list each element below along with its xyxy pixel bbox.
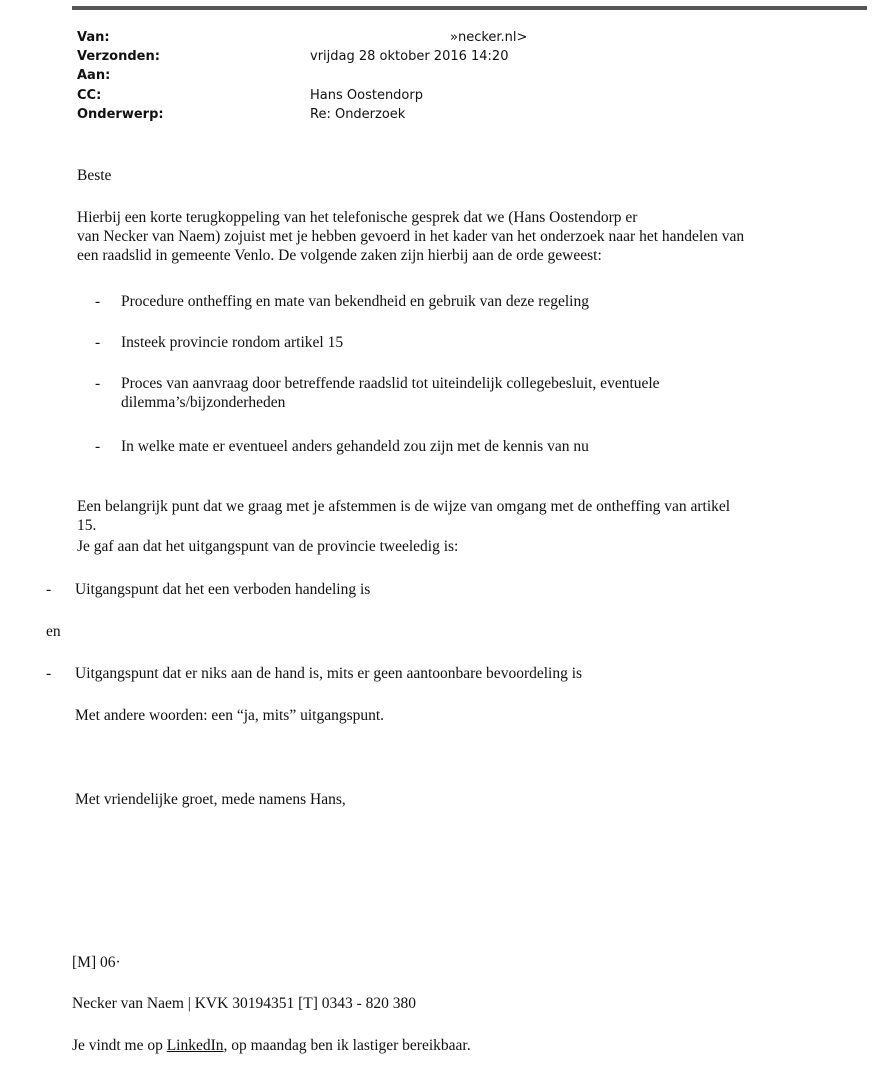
- bullet-item: Procedure ontheffing en mate van bekendheid en gebruik van deze regeling: [121, 293, 589, 310]
- intro-line-2: van Necker van Naem) zojuist met je hebben gevoerd in het kader van het onderzoek naar het handelen van: [77, 228, 745, 245]
- signature-mobile: [M] 06·: [72, 954, 121, 971]
- intro-line-1: Hierbij een korte terugkoppeling van het telefonische gesprek dat we (Hans Oostendorp er: [77, 209, 638, 226]
- bullet-item: Proces van aanvraag door betreffende raadslid tot uiteindelijk collegebesluit, eventuele: [121, 375, 660, 392]
- signature-linkedin-line: [72, 1036, 471, 1055]
- from-value: »necker.nl>: [450, 30, 528, 45]
- linkedin-prefix: Je vindt me op: [72, 1037, 167, 1054]
- point-line-1: Een belangrijk punt dat we graag met je afstemmen is de wijze van omgang met de ontheffing van artikel: [77, 498, 731, 515]
- from-label: Van:: [77, 30, 110, 45]
- top-divider: [72, 6, 867, 10]
- summary-line: Met andere woorden: een “ja, mits” uitgangspunt.: [75, 707, 385, 724]
- bullet-item: In welke mate er eventueel anders gehandeld zou zijn met de kennis van nu: [121, 438, 589, 455]
- bullet-item-continued: dilemma’s/bijzonderheden: [121, 394, 286, 411]
- cc-value: Hans Oostendorp: [310, 88, 423, 103]
- option-1: Uitgangspunt dat het een verboden handeling is: [75, 581, 371, 598]
- point-line-3: Je gaf aan dat het uitgangspunt van de provincie tweeledig is:: [77, 538, 459, 555]
- bullet-dash: -: [95, 375, 101, 392]
- signature-company: Necker van Naem | KVK 30194351 [T] 0343 - 820 380: [72, 995, 417, 1012]
- intro-line-3: een raadslid in gemeente Venlo. De volgende zaken zijn hierbij aan de orde geweest:: [77, 247, 602, 264]
- cc-label: CC:: [77, 88, 102, 103]
- linkedin-link[interactable]: LinkedIn: [166, 1037, 224, 1054]
- bullet-dash: -: [95, 438, 101, 455]
- option-2: Uitgangspunt dat er niks aan de hand is, mits er geen aantoonbare bevoordeling is: [75, 665, 583, 682]
- option-dash: -: [46, 581, 52, 598]
- point-line-2: 15.: [77, 517, 97, 534]
- bullet-dash: -: [95, 334, 101, 351]
- subject-value: Re: Onderzoek: [310, 107, 406, 122]
- linkedin-suffix: , op maandag ben ik lastiger bereikbaar.: [223, 1037, 471, 1054]
- sent-value: vrijdag 28 oktober 2016 14:20: [310, 49, 509, 64]
- sent-label: Verzonden:: [77, 49, 160, 64]
- bullet-dash: -: [95, 293, 101, 310]
- connector-word: en: [46, 623, 61, 640]
- to-label: Aan:: [77, 68, 111, 83]
- bullet-item: Insteek provincie rondom artikel 15: [121, 334, 344, 351]
- closing-line: Met vriendelijke groet, mede namens Hans,: [75, 791, 346, 808]
- subject-label: Onderwerp:: [77, 107, 164, 122]
- option-dash: -: [46, 665, 52, 682]
- salutation: Beste: [77, 167, 112, 184]
